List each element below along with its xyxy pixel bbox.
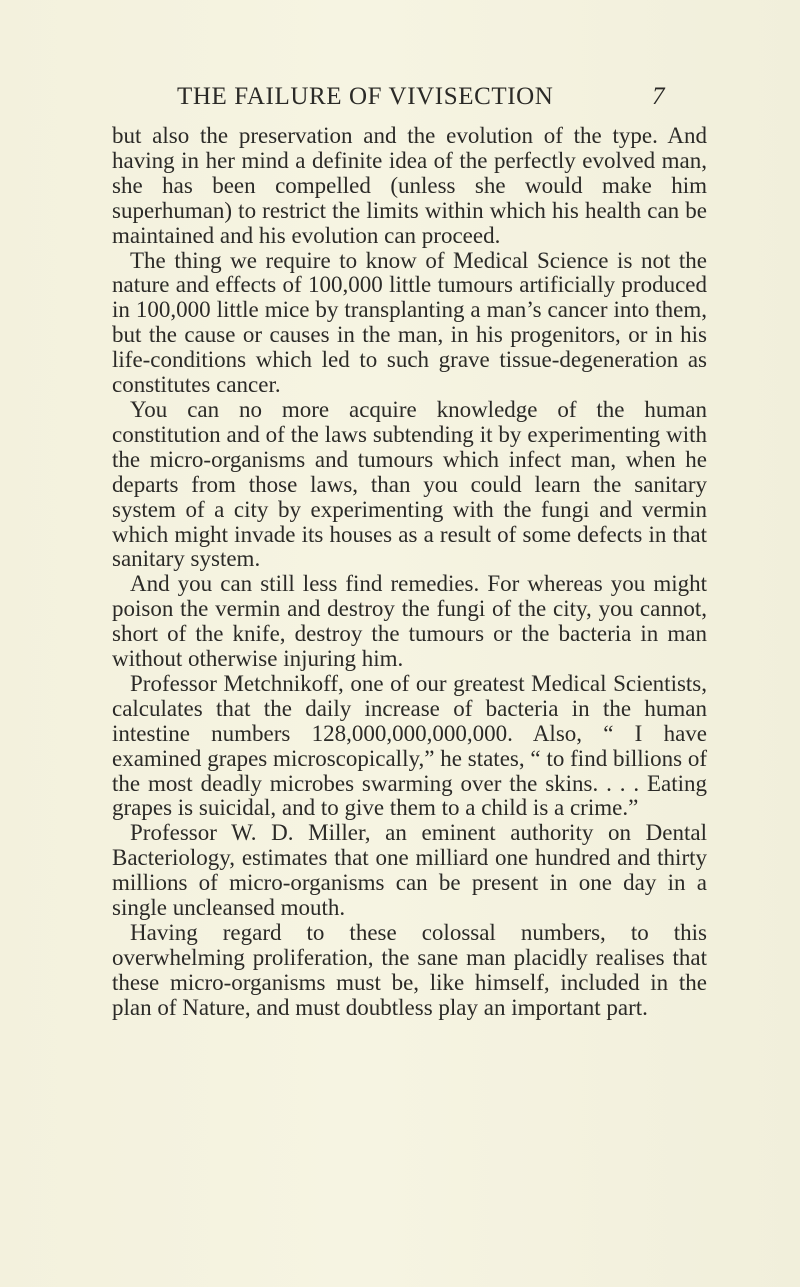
- paragraph-medical-science-cancer: The thing we require to know of Medical Science is not the nature and effects of 100,000 little tumours artificially produced in 100,000 little mice by transplanting a man’s cancer into them, but the cause or causes in the man, in his progenitors, or in his life-conditions which led to such grave tissue-degeneration as constitutes cancer.: [112, 247, 707, 398]
- page-body-text: [112, 124, 707, 1021]
- page-number: 7: [652, 83, 666, 110]
- running-head-title: THE FAILURE OF VIVISECTION: [177, 83, 554, 110]
- paragraph-metchnikoff-quote: Professor Metchnikoff, one of our greatest Medical Scientists, calculates that the daily increase of bacteria in the human intestine numbers 128,000,000,000,000. Also, “ I have examined grapes microscopically,” he states, “ to find billions of the most deadly microbes swarming over the skins. . . . Eating grapes is suicidal, and to give them to a child is a crime.”: [112, 670, 707, 821]
- running-head: [177, 82, 687, 122]
- paragraph-human-constitution: You can no more acquire knowledge of the human constitution and of the laws subtending it by experimenting with the micro-organisms and tumours which infect man, when he departs from those laws, than you could learn the sanitary system of a city by experimenting with the fungi and vermin which might invade its houses as a result of some defects in that sanitary system.: [112, 396, 707, 572]
- paragraph-conclusion: Having regard to these colossal numbers, to this overwhelming proliferation, the sane man placidly realises that these micro-organisms must be, like himself, included in the plan of Nature, and must doubtless play an important part.: [112, 920, 707, 1020]
- paragraph-miller-estimate: Professor W. D. Miller, an eminent authority on Dental Bacteriology, estimates that one milliard one hundred and thirty millions of micro-organisms can be present in one day in a single uncleansed mouth.: [112, 820, 707, 921]
- paragraph-remedies: And you can still less find remedies. For whereas you might poison the vermin and destroy the fungi of the city, you cannot, short of the knife, destroy the tumours or the bacteria in man without otherwise injuring him.: [112, 571, 707, 672]
- paragraph-preservation-evolution: but also the preservation and the evolution of the type. And having in her mind a definite idea of the perfectly evolved man, she has been compelled (unless she would make him superhuman) to restrict the limits within which his health can be maintained and his evolution can proceed.: [112, 123, 707, 248]
